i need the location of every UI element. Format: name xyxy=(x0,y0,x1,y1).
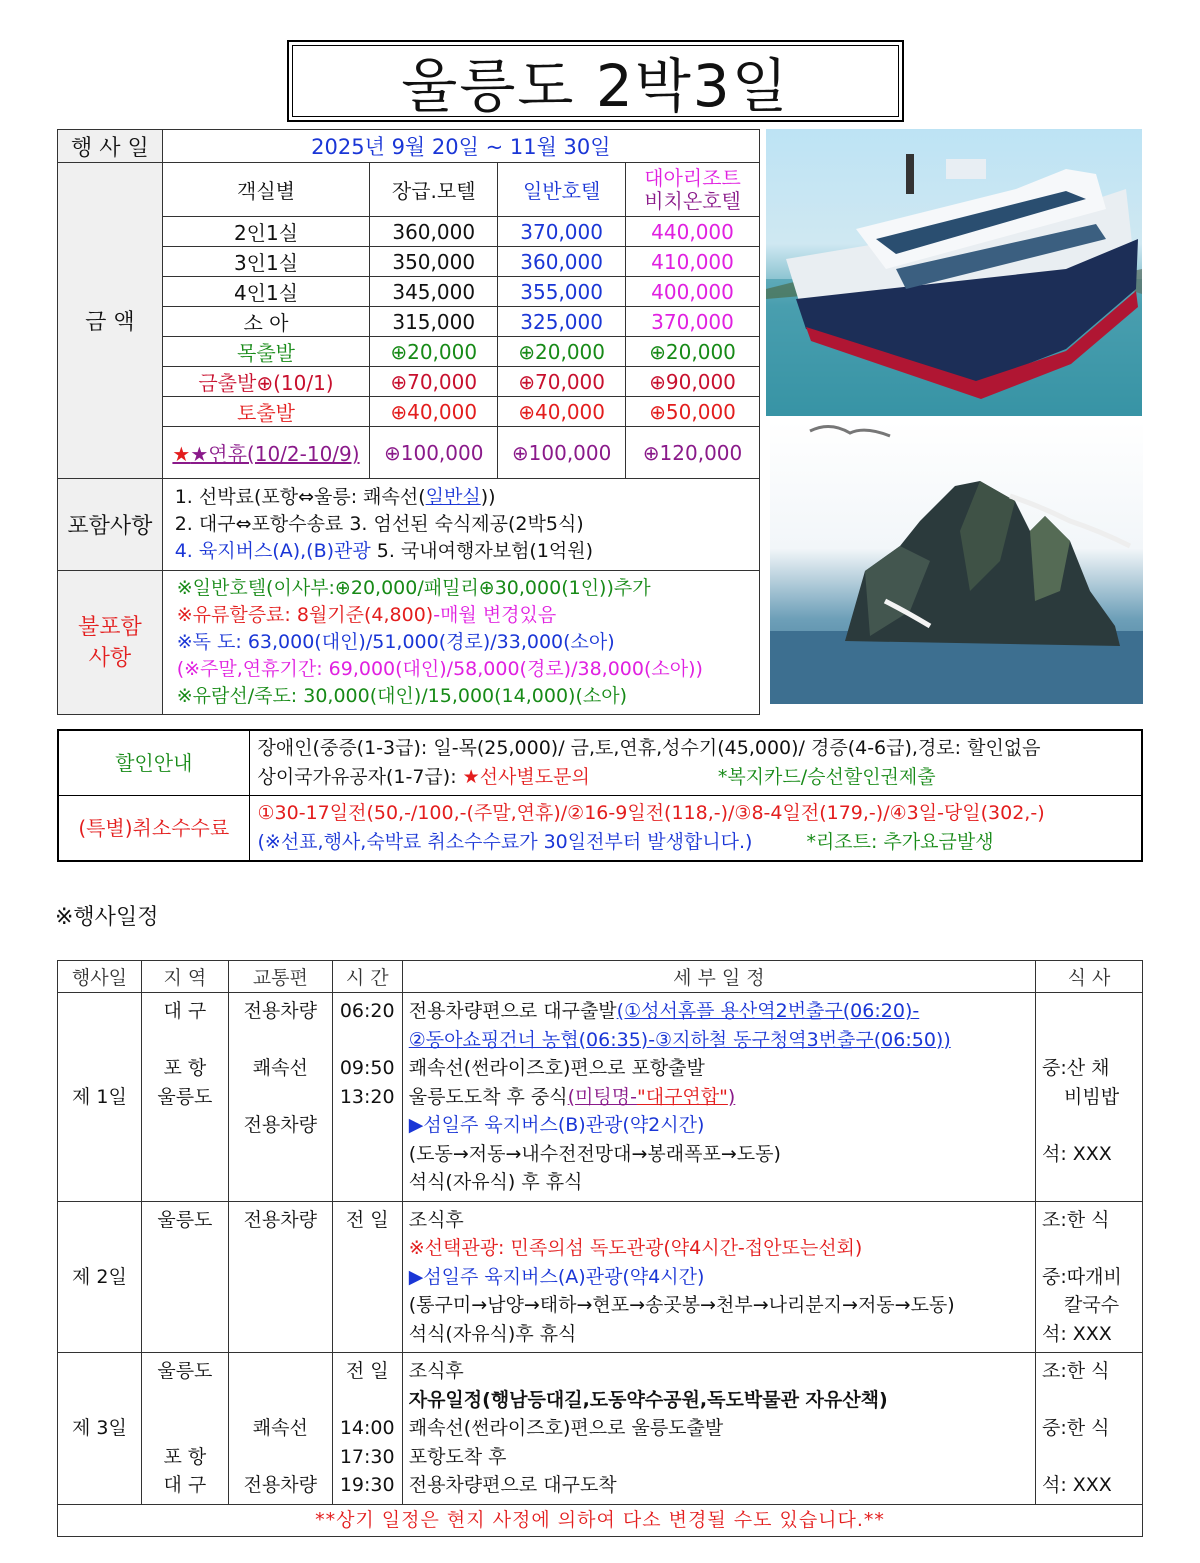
meal-line: 석: XXX xyxy=(1041,1474,1112,1496)
island-photo xyxy=(770,421,1143,704)
discount-line-1: 장애인(중증(1-3급): 일-목(25,000)/ 금,토,연휴,성수기(45,000)/ 경증(4-6급),경로: 할인없음 xyxy=(257,737,1041,759)
region-line: 울릉도 xyxy=(157,1360,213,1382)
excluded-item-3: ※독 도: 63,000(대인)/51,000(경로)/33,000(소아) xyxy=(176,631,615,653)
price-row xyxy=(58,247,760,277)
detail-line: 전용차량편으로 대구출발 xyxy=(408,1000,617,1022)
surcharge-name: 목출발 xyxy=(162,337,370,367)
price-table xyxy=(57,129,760,715)
discount-table xyxy=(57,729,1143,862)
transport-line: 전용차량 xyxy=(243,1000,317,1022)
excluded-list xyxy=(162,571,759,715)
discount-welfare-note: *복지카드/승선할인권제출 xyxy=(717,766,936,788)
transport-line: 쾌속선 xyxy=(252,1057,308,1079)
day-transport xyxy=(228,1353,332,1505)
schedule-table xyxy=(57,960,1143,1537)
day-region xyxy=(141,1353,228,1505)
day-label: 제 1일 xyxy=(58,993,142,1202)
meal-line: 중:산 채 xyxy=(1041,1057,1110,1079)
day-meals xyxy=(1035,1201,1142,1353)
hotel-price: 355,000 xyxy=(498,277,626,307)
surcharge-motel: ⊕100,000 xyxy=(370,427,498,479)
meal-line: 조:한 식 xyxy=(1041,1360,1110,1382)
included-item-4: 4. 육지버스(A),(B)관광 xyxy=(174,540,371,562)
price-label: 금 액 xyxy=(58,163,163,479)
col-motel: 장급.모텔 xyxy=(370,163,498,217)
surcharge-resort: ⊕90,000 xyxy=(626,367,760,397)
region-line: 울릉도 xyxy=(157,1085,213,1108)
region-line: 포 항 xyxy=(163,1445,207,1468)
surcharge-motel: ⊕20,000 xyxy=(370,337,498,367)
region-line: 포 항 xyxy=(163,1057,207,1079)
day-region xyxy=(141,993,228,1202)
tour-line: ▶섬일주 육지버스(B)관광(약2시간) xyxy=(408,1114,705,1136)
surcharge-row xyxy=(58,427,760,479)
page-title: 울릉도 2박3일 xyxy=(292,45,899,117)
included-item-1-end: )) xyxy=(480,486,496,508)
meal-line: 칼국수 xyxy=(1063,1294,1120,1316)
region-line: 대 구 xyxy=(163,1474,207,1496)
header-meals: 식 사 xyxy=(1035,961,1142,993)
cancel-label: (특별)취소수수료 xyxy=(58,796,249,862)
pickup-1: (①성서홈플 용산역2번출구(06:20)- xyxy=(616,1000,920,1022)
transport-line: 전용차량 xyxy=(243,1474,317,1496)
resort-price: 410,000 xyxy=(626,247,760,277)
day-details xyxy=(402,1353,1035,1505)
day-time xyxy=(332,1353,402,1505)
discount-veterans-note: ★선사별도문의 xyxy=(462,766,590,788)
detail-line: 석식(자유식) 후 휴식 xyxy=(408,1171,583,1193)
surcharge-resort: ⊕20,000 xyxy=(626,337,760,367)
room-name: 3인1실 xyxy=(162,247,370,277)
surcharge-row xyxy=(58,337,760,367)
included-item-5: 5. 국내여행자보험(1억원) xyxy=(370,540,594,562)
header-details: 세 부 일 정 xyxy=(402,961,1035,993)
island-illustration xyxy=(770,421,1143,704)
event-date: 2025년 9월 20일 ~ 11월 30일 xyxy=(162,130,759,163)
detail-line: 조식후 xyxy=(408,1208,464,1231)
motel-price: 350,000 xyxy=(370,247,498,277)
transport-line: 쾌속선 xyxy=(252,1417,308,1439)
surcharge-name: 금출발⊕(10/1) xyxy=(162,367,370,397)
surcharge-hotel: ⊕20,000 xyxy=(498,337,626,367)
day-label: 제 2일 xyxy=(58,1201,142,1353)
title-box xyxy=(287,40,904,122)
cancel-line-1: ①30-17일전(50,-/100,-(주말,연휴)/②16-9일전(118,-)/③8-4일전(179,-)/④3일-당일(302,-) xyxy=(257,802,1045,824)
motel-price: 315,000 xyxy=(370,307,498,337)
schedule-day-1 xyxy=(58,993,1143,1202)
surcharge-hotel: ⊕40,000 xyxy=(498,397,626,427)
meeting-end: ) xyxy=(727,1085,736,1108)
room-name: 소 아 xyxy=(162,307,370,337)
schedule-header xyxy=(58,961,1143,993)
ferry-photo xyxy=(766,129,1142,416)
schedule-day-2 xyxy=(58,1201,1143,1353)
surcharge-hotel: ⊕70,000 xyxy=(498,367,626,397)
included-item-1-class: 일반실 xyxy=(425,486,481,508)
ferry-illustration xyxy=(766,129,1142,416)
discount-veterans: 상이국가유공자(1-7급): xyxy=(257,766,463,788)
price-row xyxy=(58,217,760,247)
time-line: 06:20 xyxy=(339,1000,395,1022)
price-row xyxy=(58,277,760,307)
cancel-line-2: (※선표,행사,숙박료 취소수수료가 30일전부터 발생합니다.) xyxy=(257,831,753,853)
resort-price: 370,000 xyxy=(626,307,760,337)
surcharge-name: 토출발 xyxy=(162,397,370,427)
meal-line: 중:한 식 xyxy=(1041,1417,1110,1439)
excluded-item-4: (※주말,연휴기간: 69,000(대인)/58,000(경로)/38,000(소아)) xyxy=(176,658,703,680)
excluded-label-1: 불포함 xyxy=(77,614,142,640)
included-item-2: 2. 대구⇔포항수송료 3. 엄선된 숙식제공(2박5식) xyxy=(174,513,584,535)
room-name: 4인1실 xyxy=(162,277,370,307)
time-line: 19:30 xyxy=(339,1474,395,1496)
time-line: 17:30 xyxy=(339,1445,395,1468)
meal-line: 조:한 식 xyxy=(1041,1208,1110,1231)
meal-line: 석: XXX xyxy=(1041,1322,1112,1345)
schedule-title: ※행사일정 xyxy=(55,905,159,930)
cancel-resort-note: *리조트: 추가요금발생 xyxy=(806,831,994,853)
detail-line: 조식후 xyxy=(408,1360,464,1382)
day-region: 울릉도 xyxy=(141,1201,228,1353)
surcharge-name: ★★연휴(10/2-10/9) xyxy=(162,427,370,479)
motel-price: 345,000 xyxy=(370,277,498,307)
transport-line: 전용차량 xyxy=(243,1114,317,1136)
meal-line: 석: XXX xyxy=(1041,1142,1112,1165)
hotel-price: 370,000 xyxy=(498,217,626,247)
day-transport xyxy=(228,993,332,1202)
day-details xyxy=(402,993,1035,1202)
event-date-label: 행 사 일 xyxy=(58,130,163,163)
col-resort-2: 비치온호텔 xyxy=(644,188,741,213)
meal-line: 비빔밥 xyxy=(1063,1085,1120,1108)
detail-line: 석식(자유식)후 휴식 xyxy=(408,1322,577,1345)
header-region: 지 역 xyxy=(141,961,228,993)
schedule-footer-note: **상기 일정은 현지 사정에 의하여 다소 변경될 수도 있습니다.** xyxy=(58,1504,1143,1536)
day-time xyxy=(332,993,402,1202)
surcharge-row xyxy=(58,367,760,397)
detail-line: 포항도착 후 xyxy=(408,1445,507,1468)
excluded-item-1: ※일반호텔(이사부:⊕20,000/패밀리⊕30,000(1인))추가 xyxy=(176,577,651,599)
meeting-name: (미팅명- xyxy=(567,1085,637,1108)
hotel-price: 360,000 xyxy=(498,247,626,277)
schedule-day-3 xyxy=(58,1353,1143,1505)
room-name: 2인1실 xyxy=(162,217,370,247)
day-meals xyxy=(1035,993,1142,1202)
header-transport: 교통편 xyxy=(228,961,332,993)
excluded-item-5: ※유람선/죽도: 30,000(대인)/15,000(14,000)(소아) xyxy=(176,685,627,707)
day-time: 전 일 xyxy=(332,1201,402,1353)
col-room-type: 객실별 xyxy=(162,163,370,217)
surcharge-hotel: ⊕100,000 xyxy=(498,427,626,479)
detail-line: 쾌속선(썬라이즈호)편으로 포항출발 xyxy=(408,1057,705,1079)
surcharge-motel: ⊕40,000 xyxy=(370,397,498,427)
meal-line: 중:따개비 xyxy=(1041,1265,1122,1288)
tour-line: ▶섬일주 육지버스(A)관광(약4시간) xyxy=(408,1265,705,1288)
holiday-label: ★연휴(10/2-10/9) xyxy=(190,442,360,466)
hotel-price: 325,000 xyxy=(498,307,626,337)
optional-tour: ※선택관광: 민족의섬 독도관광(약4시간-접안또는선회) xyxy=(408,1237,863,1259)
excluded-item-2: ※유류할증료: 8월기준(4,800) xyxy=(176,604,434,626)
excluded-label-2: 사항 xyxy=(88,645,132,671)
included-label: 포함사항 xyxy=(58,479,163,571)
surcharge-resort: ⊕120,000 xyxy=(626,427,760,479)
time-line: 14:00 xyxy=(339,1417,395,1439)
day-details xyxy=(402,1201,1035,1353)
region-line: 대 구 xyxy=(163,1000,207,1022)
free-schedule: 자유일정(행남등대길,도동약수공원,독도박물관 자유산책) xyxy=(408,1388,888,1411)
surcharge-resort: ⊕50,000 xyxy=(626,397,760,427)
included-list xyxy=(162,479,759,571)
surcharge-row xyxy=(58,397,760,427)
detail-line: 쾌속선(썬라이즈호)편으로 울릉도출발 xyxy=(408,1417,724,1439)
detail-line: 울릉도도착 후 중식 xyxy=(408,1085,568,1108)
col-resort-1: 대아리조트 xyxy=(644,165,741,190)
day-meals xyxy=(1035,1353,1142,1505)
discount-label: 할인안내 xyxy=(58,730,249,796)
pickup-2: ②동아쇼핑건너 농협(06:35)-③지하철 동구청역3번출구(06:50)) xyxy=(408,1028,951,1051)
day-label: 제 3일 xyxy=(58,1353,142,1505)
price-row xyxy=(58,307,760,337)
excluded-label xyxy=(58,571,163,715)
motel-price: 360,000 xyxy=(370,217,498,247)
detail-line: 전용차량편으로 대구도착 xyxy=(408,1474,617,1496)
day-transport: 전용차량 xyxy=(228,1201,332,1353)
time-line: 09:50 xyxy=(339,1057,395,1079)
excluded-item-2-note: -매월 변경있음 xyxy=(433,604,557,626)
meeting-group: "대구연합" xyxy=(636,1085,728,1108)
header-day: 행사일 xyxy=(58,961,142,993)
time-line: 13:20 xyxy=(339,1085,395,1108)
header-time: 시 간 xyxy=(332,961,402,993)
detail-line: (도동→저동→내수전전망대→봉래폭포→도동) xyxy=(408,1142,781,1165)
col-hotel: 일반호텔 xyxy=(498,163,626,217)
included-item-1: 1. 선박료(포항⇔울릉: 쾌속선( xyxy=(174,486,426,508)
time-line: 전 일 xyxy=(345,1360,389,1382)
detail-line: (통구미→남양→태하→현포→송곳봉→천부→나리분지→저동→도동) xyxy=(408,1294,955,1316)
resort-price: 440,000 xyxy=(626,217,760,247)
resort-price: 400,000 xyxy=(626,277,760,307)
surcharge-motel: ⊕70,000 xyxy=(370,367,498,397)
